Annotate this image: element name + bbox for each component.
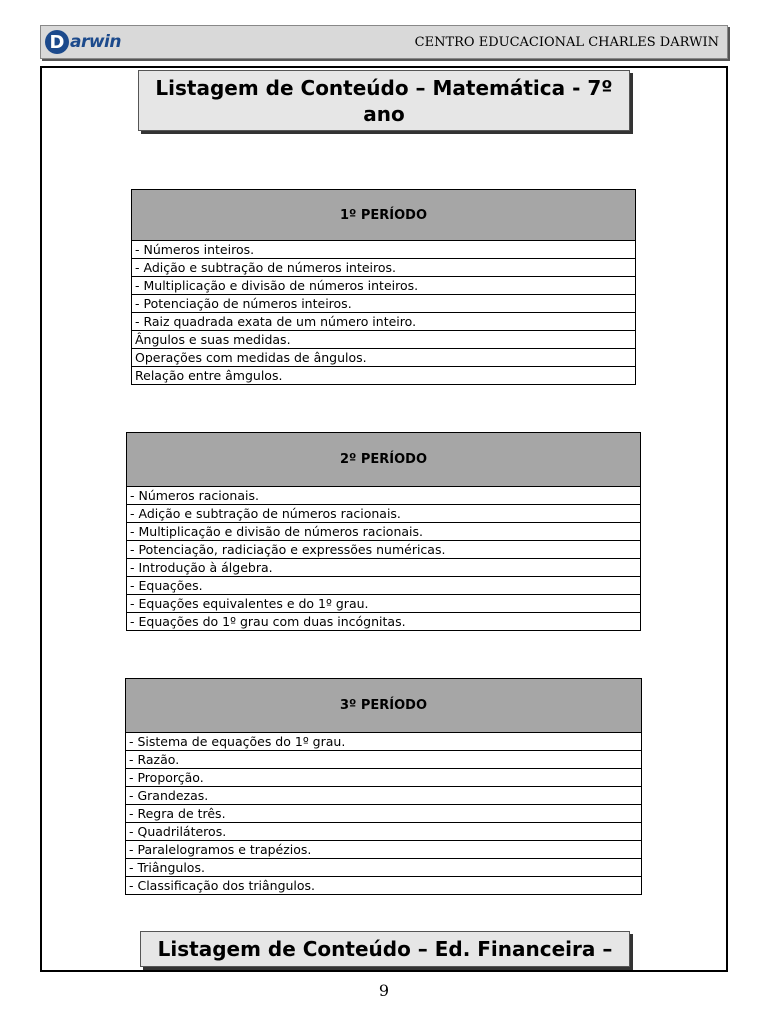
period-table-2 xyxy=(126,432,641,631)
table-row xyxy=(127,595,641,613)
darwin-logo xyxy=(45,29,121,55)
table-row xyxy=(127,613,641,631)
table-row xyxy=(127,577,641,595)
table-row xyxy=(127,505,641,523)
school-name: CENTRO EDUCACIONAL CHARLES DARWIN xyxy=(414,35,719,50)
topic-item: - Potenciação, radiciação e expressões numéricas. xyxy=(127,541,641,559)
topic-item: - Equações do 1º grau com duas incógnitas. xyxy=(127,613,641,631)
topic-item: - Adição e subtração de números racionais. xyxy=(127,505,641,523)
topic-item: - Multiplicação e divisão de números racionais. xyxy=(127,523,641,541)
period-table-1 xyxy=(131,189,636,385)
topic-item: - Regra de três. xyxy=(126,805,642,823)
table-row xyxy=(132,259,636,277)
table-row xyxy=(127,487,641,505)
table-row xyxy=(126,733,642,751)
page-number: 9 xyxy=(378,981,390,1000)
period-heading: 1º PERÍODO xyxy=(132,190,636,241)
period-heading: 2º PERÍODO xyxy=(127,433,641,487)
table-row xyxy=(132,349,636,367)
table-row xyxy=(126,877,642,895)
logo-d-mark: D xyxy=(45,30,69,54)
page-title: Listagem de Conteúdo – Matemática - 7º ano xyxy=(138,70,630,131)
table-row xyxy=(126,787,642,805)
topic-item: - Potenciação de números inteiros. xyxy=(132,295,636,313)
topic-item: Operações com medidas de ângulos. xyxy=(132,349,636,367)
table-row xyxy=(126,841,642,859)
table-row xyxy=(127,559,641,577)
topic-item: - Sistema de equações do 1º grau. xyxy=(126,733,642,751)
logo-text: arwin xyxy=(70,32,121,52)
topic-item: - Adição e subtração de números inteiros. xyxy=(132,259,636,277)
topic-item: - Equações. xyxy=(127,577,641,595)
topic-item: - Grandezas. xyxy=(126,787,642,805)
topic-item: - Classificação dos triângulos. xyxy=(126,877,642,895)
table-row xyxy=(126,751,642,769)
table-row xyxy=(126,769,642,787)
topic-item: - Paralelogramos e trapézios. xyxy=(126,841,642,859)
table-row xyxy=(132,331,636,349)
topic-item: - Números inteiros. xyxy=(132,241,636,259)
period-heading: 3º PERÍODO xyxy=(126,679,642,733)
table-row xyxy=(126,805,642,823)
header-bar xyxy=(40,25,728,59)
table-row xyxy=(127,523,641,541)
table-row xyxy=(132,295,636,313)
table-row xyxy=(132,241,636,259)
topic-item: - Números racionais. xyxy=(127,487,641,505)
table-row xyxy=(127,541,641,559)
topic-item: - Proporção. xyxy=(126,769,642,787)
period-table-3 xyxy=(125,678,642,895)
topic-item: - Quadriláteros. xyxy=(126,823,642,841)
topic-item: Relação entre âmgulos. xyxy=(132,367,636,385)
topic-item: Ângulos e suas medidas. xyxy=(132,331,636,349)
table-row xyxy=(126,859,642,877)
topic-item: - Raiz quadrada exata de um número inteiro. xyxy=(132,313,636,331)
topic-item: - Equações equivalentes e do 1º grau. xyxy=(127,595,641,613)
topic-item: - Introdução à álgebra. xyxy=(127,559,641,577)
topic-item: - Multiplicação e divisão de números inteiros. xyxy=(132,277,636,295)
table-row xyxy=(132,367,636,385)
table-row xyxy=(132,313,636,331)
table-row xyxy=(132,277,636,295)
section-title-financeira: Listagem de Conteúdo – Ed. Financeira – xyxy=(140,931,630,967)
table-row xyxy=(126,823,642,841)
topic-item: - Razão. xyxy=(126,751,642,769)
topic-item: - Triângulos. xyxy=(126,859,642,877)
